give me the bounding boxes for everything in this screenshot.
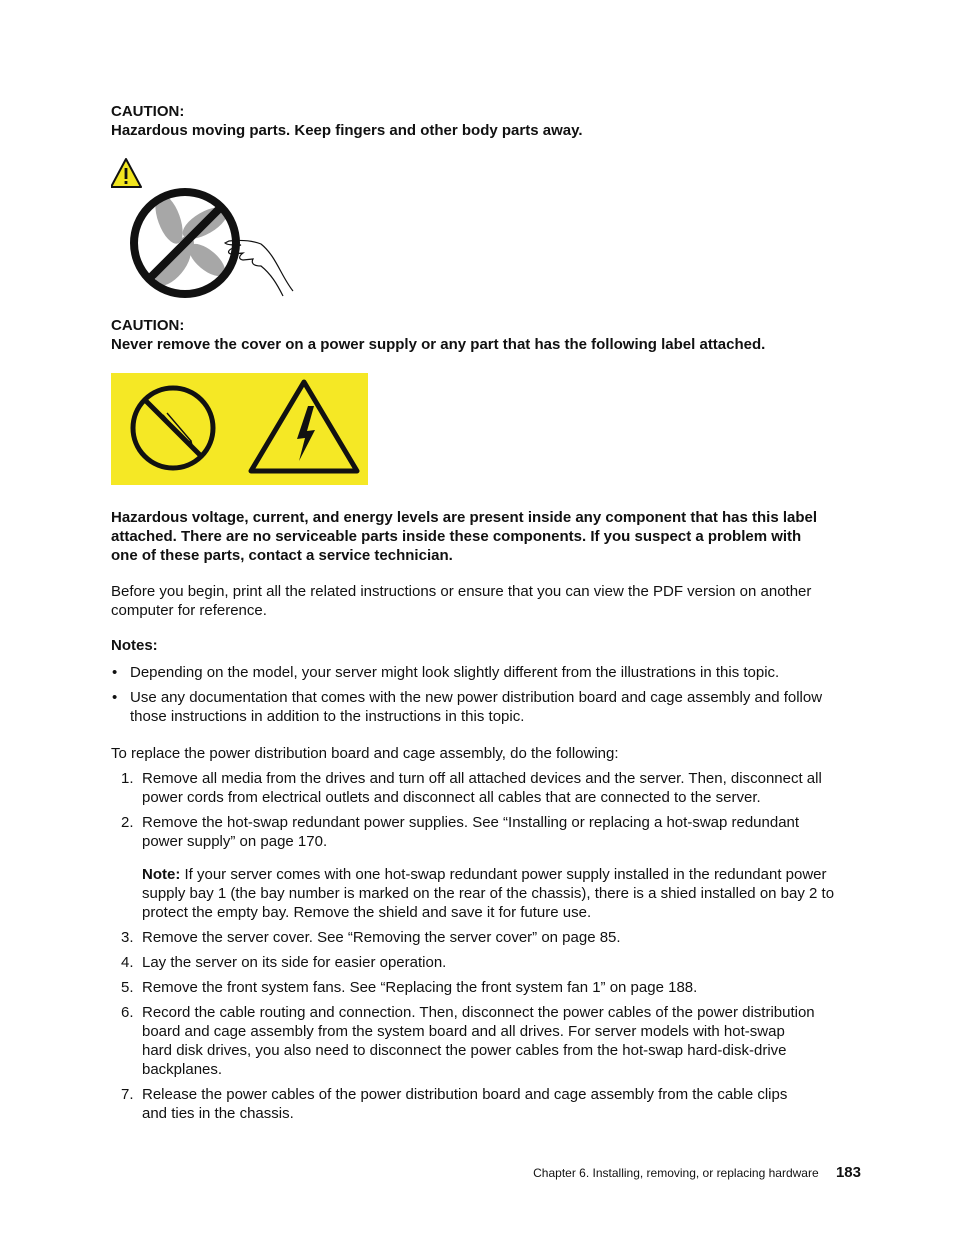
step-line: board and cage assembly from the system board and all drives. For server models with hot-swap [142, 1023, 785, 1040]
step-number: 5. [121, 979, 134, 996]
paragraph-line: Before you begin, print all the related instructions or ensure that you can view the PDF version on another [111, 583, 812, 600]
note-label: Note: [142, 866, 181, 883]
bullet-icon: • [112, 689, 118, 706]
note-line: Use any documentation that comes with the new power distribution board and cage assembly and follow [130, 689, 823, 706]
step-line: Remove the server cover. See “Removing the server cover” on page 85. [142, 929, 621, 946]
caution-heading: CAUTION: [111, 317, 185, 334]
hazard-statement [111, 508, 863, 565]
step-line: power supply” on page 170. [142, 833, 328, 850]
step-number: 4. [121, 954, 134, 971]
list-item [111, 663, 863, 682]
caution-heading: CAUTION: [111, 103, 185, 120]
step-line: Remove the front system fans. See “Replacing the front system fan 1” on page 188. [142, 979, 698, 996]
notes-heading: Notes: [111, 637, 158, 654]
moving-parts-warning-icon [111, 156, 296, 301]
step-item [111, 928, 863, 947]
step-note [142, 865, 863, 922]
caution-power-supply [111, 316, 765, 354]
bullet-icon: • [112, 664, 118, 681]
step-item [111, 1003, 863, 1079]
step-item [111, 769, 863, 807]
step-item [111, 813, 863, 922]
note-line: protect the empty bay. Remove the shield and save it for future use. [142, 904, 592, 921]
hazard-line: Hazardous voltage, current, and energy levels are present inside any component that has this label [111, 509, 818, 526]
note-line: If your server comes with one hot-swap redundant power supply installed in the redundant power [180, 866, 827, 883]
page-number: 183 [835, 1164, 861, 1181]
step-line: Record the cable routing and connection. Then, disconnect the power cables of the power distribution [142, 1004, 815, 1021]
step-line: power cords from electrical outlets and disconnect all cables that are connected to the server. [142, 789, 761, 806]
step-number: 1. [121, 770, 134, 787]
step-item [111, 1085, 863, 1123]
notes-list [111, 663, 863, 732]
step-number: 2. [121, 814, 134, 831]
step-number: 3. [121, 929, 134, 946]
step-line: Release the power cables of the power distribution board and cage assembly from the cable clips [142, 1086, 788, 1103]
footer-chapter: Chapter 6. Installing, removing, or replacing hardware [533, 1166, 819, 1180]
caution-text: Never remove the cover on a power supply or any part that has the following label attached. [111, 336, 766, 353]
step-item [111, 953, 863, 972]
step-line: and ties in the chassis. [142, 1105, 294, 1122]
caution-moving-parts [111, 102, 583, 140]
procedure-steps [111, 769, 863, 1129]
step-item [111, 978, 863, 997]
note-line: Depending on the model, your server might look slightly different from the illustrations in this topic. [130, 664, 780, 681]
step-line: hard disk drives, you also need to disconnect the power cables from the hot-swap hard-disk-drive [142, 1042, 787, 1059]
list-item [111, 688, 863, 726]
hazard-line: one of these parts, contact a service technician. [111, 547, 453, 564]
paragraph-line: computer for reference. [111, 602, 267, 619]
step-number: 7. [121, 1086, 134, 1103]
procedure-intro: To replace the power distribution board and cage assembly, do the following: [111, 745, 619, 762]
step-line: Lay the server on its side for easier operation. [142, 954, 447, 971]
note-line: those instructions in addition to the instructions in this topic. [130, 708, 525, 725]
step-line: Remove the hot-swap redundant power supplies. See “Installing or replacing a hot-swap redundant [142, 814, 800, 831]
hazard-line: attached. There are no serviceable parts inside these components. If you suspect a problem with [111, 528, 802, 545]
before-you-begin [111, 582, 863, 620]
hazard-label-icon [111, 373, 368, 485]
step-line: backplanes. [142, 1061, 223, 1078]
caution-text: Hazardous moving parts. Keep fingers and other body parts away. [111, 122, 583, 139]
step-number: 6. [121, 1004, 134, 1021]
step-line: Remove all media from the drives and turn off all attached devices and the server. Then, disconnect all [142, 770, 822, 787]
page-footer [533, 1163, 861, 1183]
note-line: supply bay 1 (the bay number is marked on the rear of the chassis), there is a shied installed on bay 2 to [142, 885, 835, 902]
